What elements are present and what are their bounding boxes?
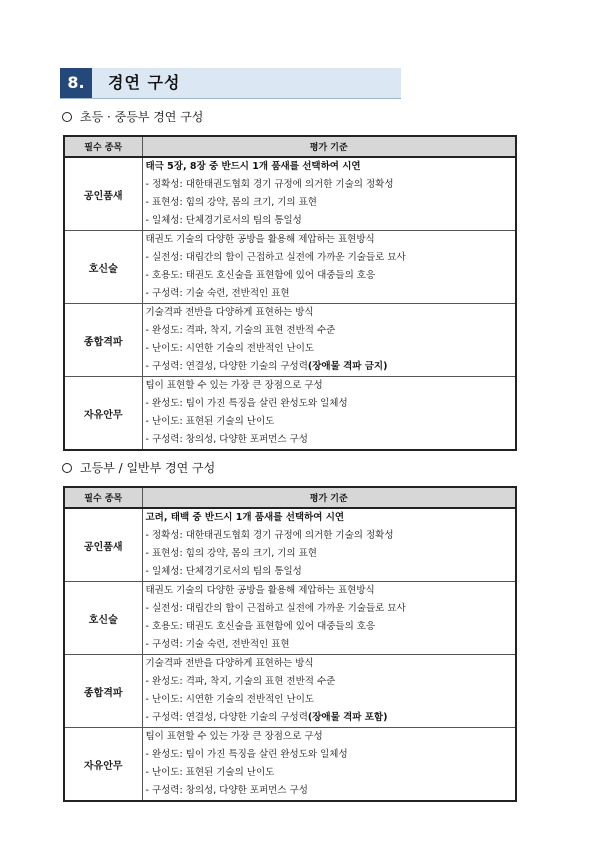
criteria-line [146,304,516,322]
criteria-cell [142,582,516,655]
criteria-cell [142,655,516,728]
criteria-line [146,395,516,413]
criteria-text: - 구성력: 창의성, 다양한 포퍼먼스 구성 [145,785,308,796]
criteria-line [146,231,516,249]
criteria-text: - 완성도: 팀이 가진 특징을 살린 완성도와 일체성 [145,749,348,760]
table-row [64,728,516,802]
criteria-text: - 일체성: 단체경기로서의 팀의 통일성 [145,566,302,577]
group-heading-text: 초등 · 중등부 경연 구성 [80,110,204,124]
event-name: 호신술 [64,582,142,655]
criteria-line [146,340,516,358]
criteria-line [146,431,516,449]
criteria-cell [142,508,516,582]
criteria-line [146,563,516,581]
criteria-text: - 호용도: 태권도 호신술을 표현함에 있어 대중들의 호응 [145,621,376,632]
criteria-text: - 완성도: 격파, 착지, 기술의 표현 전반적 수준 [145,676,336,687]
table-row [64,377,516,451]
table-row [64,655,516,728]
criteria-cell [142,728,516,802]
event-name: 공인품새 [64,157,142,231]
criteria-line [146,322,516,340]
criteria-note: (장애물 격파 금지) [307,361,388,372]
table-row [64,508,516,582]
criteria-text: - 구성력: 기술 숙련, 전반적인 표현 [145,288,290,299]
criteria-line [146,212,516,230]
criteria-line [146,285,516,303]
group-heading-high-general [62,460,215,476]
criteria-line [146,764,516,782]
header-criteria: 평가 기준 [142,136,516,157]
criteria-cell [142,157,516,231]
header-event: 필수 종목 [64,136,142,157]
section-title: 경연 구성 [108,73,181,92]
circle-bullet-icon [62,112,72,122]
criteria-text: - 구성력: 연결성, 다양한 기술의 구성력 [145,712,308,723]
table-row [64,304,516,377]
criteria-text: 태권도 기술의 다양한 공방을 활용해 제압하는 표현방식 [145,234,375,245]
criteria-line [146,249,516,267]
criteria-line [146,545,516,563]
criteria-text: 기술격파 전반을 다양하게 표현하는 방식 [145,658,314,669]
group-heading-elementary-middle [62,109,203,125]
criteria-text: 태극 5장, 8장 중 반드시 1개 품새를 선택하여 시연 [145,161,361,172]
header-event: 필수 종목 [64,487,142,508]
criteria-text: - 완성도: 격파, 착지, 기술의 표현 전반적 수준 [145,325,336,336]
criteria-text: - 구성력: 연결성, 다양한 기술의 구성력 [145,361,308,372]
event-name: 종합격파 [64,304,142,377]
criteria-text: - 정확성: 대한태권도협회 경기 규정에 의거한 기술의 정확성 [145,530,394,541]
criteria-line [146,527,516,545]
criteria-text: - 난이도: 시연한 기술의 전반적인 난이도 [145,694,315,705]
criteria-cell [142,231,516,304]
criteria-text: - 실전성: 대립간의 합이 근접하고 실전에 가까운 기술들로 묘사 [145,603,406,614]
criteria-line [146,709,516,727]
header-criteria: 평가 기준 [142,487,516,508]
criteria-text: - 일체성: 단체경기로서의 팀의 통일성 [145,215,302,226]
criteria-text: - 호용도: 태권도 호신술을 표현함에 있어 대중들의 호응 [145,270,376,281]
criteria-text: 팀이 표현할 수 있는 가장 큰 장점으로 구성 [145,731,323,742]
criteria-line [146,655,516,673]
criteria-line [146,728,516,746]
criteria-text: - 구성력: 창의성, 다양한 포퍼먼스 구성 [145,434,308,445]
circle-bullet-icon [62,463,72,473]
criteria-text: - 난이도: 표현된 기술의 난이도 [145,416,275,427]
event-name: 공인품새 [64,508,142,582]
criteria-text: 태권도 기술의 다양한 공방을 활용해 제압하는 표현방식 [145,585,375,596]
criteria-text: 팀이 표현할 수 있는 가장 큰 장점으로 구성 [145,380,323,391]
criteria-text: 고려, 태백 중 반드시 1개 품새를 선택하여 시연 [145,512,345,523]
table-row [64,231,516,304]
criteria-line [146,358,516,376]
event-name: 종합격파 [64,655,142,728]
criteria-text: - 표현성: 힘의 강약, 몸의 크기, 기의 표현 [145,197,317,208]
criteria-line [146,158,516,176]
evaluation-table-elementary-middle [63,135,517,451]
criteria-line [146,377,516,395]
table-row [64,157,516,231]
criteria-line [146,636,516,654]
criteria-line [146,509,516,527]
event-name: 자유안무 [64,728,142,802]
event-name: 호신술 [64,231,142,304]
section-number: 8. [60,68,92,98]
criteria-text: - 구성력: 기술 숙련, 전반적인 표현 [145,639,290,650]
criteria-line [146,176,516,194]
criteria-text: - 표현성: 힘의 강약, 몸의 크기, 기의 표현 [145,548,317,559]
criteria-cell [142,377,516,451]
criteria-line [146,600,516,618]
criteria-line [146,194,516,212]
criteria-line [146,746,516,764]
criteria-line [146,582,516,600]
criteria-line [146,782,516,800]
group-heading-text: 고등부 / 일반부 경연 구성 [80,461,216,475]
criteria-line [146,673,516,691]
criteria-text: - 난이도: 시연한 기술의 전반적인 난이도 [145,343,315,354]
criteria-text: - 난이도: 표현된 기술의 난이도 [145,767,275,778]
evaluation-table-high-general [63,486,517,802]
criteria-text: - 실전성: 대립간의 합이 근접하고 실전에 가까운 기술들로 묘사 [145,252,406,263]
criteria-text: 기술격파 전반을 다양하게 표현하는 방식 [145,307,314,318]
event-name: 자유안무 [64,377,142,451]
criteria-line [146,691,516,709]
criteria-line [146,267,516,285]
section-heading [60,68,401,99]
criteria-text: - 완성도: 팀이 가진 특징을 살린 완성도와 일체성 [145,398,348,409]
criteria-cell [142,304,516,377]
table-row [64,582,516,655]
criteria-line [146,413,516,431]
criteria-text: - 정확성: 대한태권도협회 경기 규정에 의거한 기술의 정확성 [145,179,394,190]
criteria-note: (장애물 격파 포함) [307,712,388,723]
criteria-line [146,618,516,636]
